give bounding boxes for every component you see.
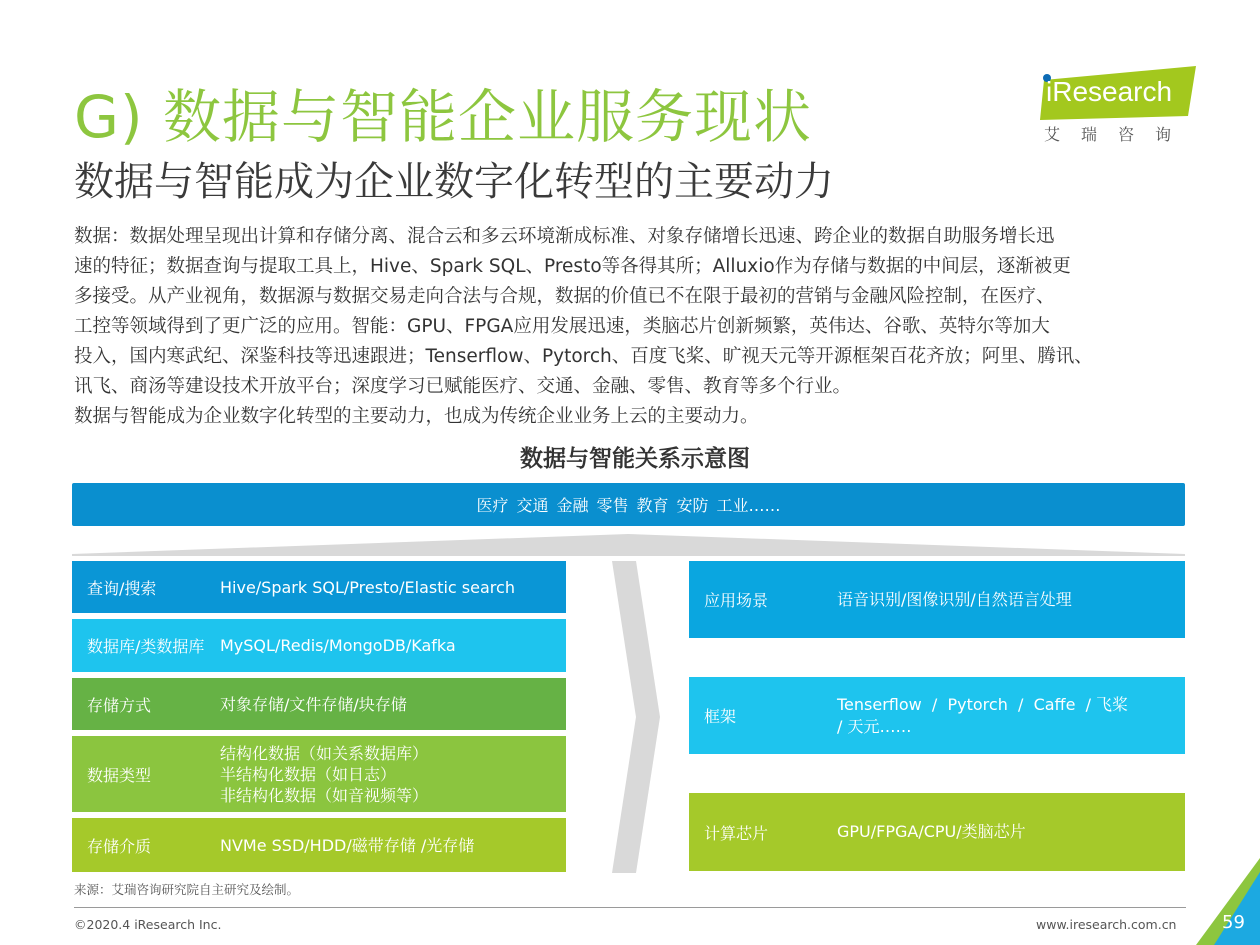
left-row-database bbox=[72, 619, 566, 672]
body-line: 讯飞、商汤等建设技术开放平台；深度学习已赋能医疗、交通、金融、零售、教育等多个行业。 bbox=[74, 376, 852, 397]
industry-item: 交通 bbox=[516, 496, 549, 515]
row-value: 结构化数据（如关系数据库） bbox=[220, 743, 429, 763]
industry-item: 零售 bbox=[596, 496, 629, 515]
chevron-right-icon bbox=[612, 561, 660, 873]
copyright: ©2020.4 iResearch Inc. bbox=[74, 917, 222, 932]
right-row-chips bbox=[689, 793, 1185, 871]
roof-shape bbox=[72, 534, 1185, 556]
row-value: GPU/FPGA/CPU/类脑芯片 bbox=[837, 822, 1026, 841]
source-note: 来源：艾瑞咨询研究院自主研究及绘制。 bbox=[74, 882, 300, 897]
body-paragraph bbox=[74, 222, 1214, 432]
page-subtitle: 数据与智能成为企业数字化转型的主要动力 bbox=[74, 159, 834, 205]
row-value: 语音识别/图像识别/自然语言处理 bbox=[837, 589, 1072, 609]
row-value: NVMe SSD/HDD/磁带存储 /光存储 bbox=[220, 835, 475, 855]
page-title: G) 数据与智能企业服务现状 bbox=[74, 83, 813, 151]
body-line: 多接受。从产业视角，数据源与数据交易走向合法与合规，数据的价值已不在限于最初的营销与金融风险控制，在医疗、 bbox=[74, 286, 1055, 307]
row-label: 查询/搜索 bbox=[87, 578, 157, 598]
row-label: 存储介质 bbox=[87, 836, 152, 856]
row-value: 半结构化数据（如日志） bbox=[220, 764, 397, 784]
left-row-query bbox=[72, 561, 566, 613]
row-label: 数据类型 bbox=[87, 765, 152, 785]
row-value: Hive/Spark SQL/Presto/Elastic search bbox=[220, 577, 515, 597]
body-line: 数据：数据处理呈现出计算和存储分离、混合云和多云环境渐成标准、对象存储增长迅速、跨企业的数据自助服务增长迅 bbox=[74, 226, 1055, 247]
row-value: 非结构化数据（如音视频等） bbox=[220, 785, 429, 805]
body-line: 数据与智能成为企业数字化转型的主要动力，也成为传统企业业务上云的主要动力。 bbox=[74, 406, 759, 427]
body-line: 工控等领域得到了更广泛的应用。智能：GPU、FPGA应用发展迅速，类脑芯片创新频繁，英伟达、谷歌、英特尔等加大 bbox=[74, 316, 1050, 337]
iresearch-logo bbox=[1040, 66, 1200, 146]
row-label: 存储方式 bbox=[87, 695, 152, 715]
footer-divider bbox=[74, 907, 1186, 908]
industry-item: 金融 bbox=[556, 496, 589, 515]
page-number: 59 bbox=[1222, 912, 1245, 933]
right-row-scenarios bbox=[689, 561, 1185, 638]
left-row-data-type bbox=[72, 736, 566, 812]
row-value: Tenserflow / Pytorch / Caffe / 飞桨 bbox=[837, 694, 1129, 714]
right-row-framework bbox=[689, 677, 1185, 754]
left-row-storage-medium bbox=[72, 818, 566, 872]
row-value: / 天元…… bbox=[837, 716, 912, 736]
industry-item: 教育 bbox=[636, 496, 669, 515]
logo-wordmark: iResearch bbox=[1046, 76, 1173, 107]
row-label: 应用场景 bbox=[704, 591, 769, 610]
row-label: 计算芯片 bbox=[704, 823, 769, 843]
industry-item: 安防 bbox=[676, 496, 709, 515]
row-value: MySQL/Redis/MongoDB/Kafka bbox=[220, 636, 456, 655]
website-url: www.iresearch.com.cn bbox=[1036, 917, 1177, 932]
left-row-storage-method bbox=[72, 678, 566, 730]
row-label: 框架 bbox=[704, 707, 737, 726]
industry-item: 医疗 bbox=[476, 496, 509, 515]
industries-bar bbox=[72, 483, 1185, 526]
industry-item: 工业…… bbox=[716, 496, 781, 515]
body-line: 速的特征；数据查询与提取工具上，Hive、Spark SQL、Presto等各得其所；Alluxio作为存储与数据的中间层，逐渐被更 bbox=[74, 256, 1071, 277]
body-line: 投入，国内寒武纪、深鉴科技等迅速跟进；Tenserflow、Pytorch、百度飞桨、旷视天元等开源框架百花齐放；阿里、腾讯、 bbox=[74, 346, 1093, 367]
row-label: 数据库/类数据库 bbox=[87, 637, 205, 656]
diagram-title: 数据与智能关系示意图 bbox=[520, 446, 750, 472]
row-value: 对象存储/文件存储/块存储 bbox=[220, 694, 407, 714]
logo-chinese-name: 艾瑞咨询 bbox=[1044, 125, 1193, 144]
